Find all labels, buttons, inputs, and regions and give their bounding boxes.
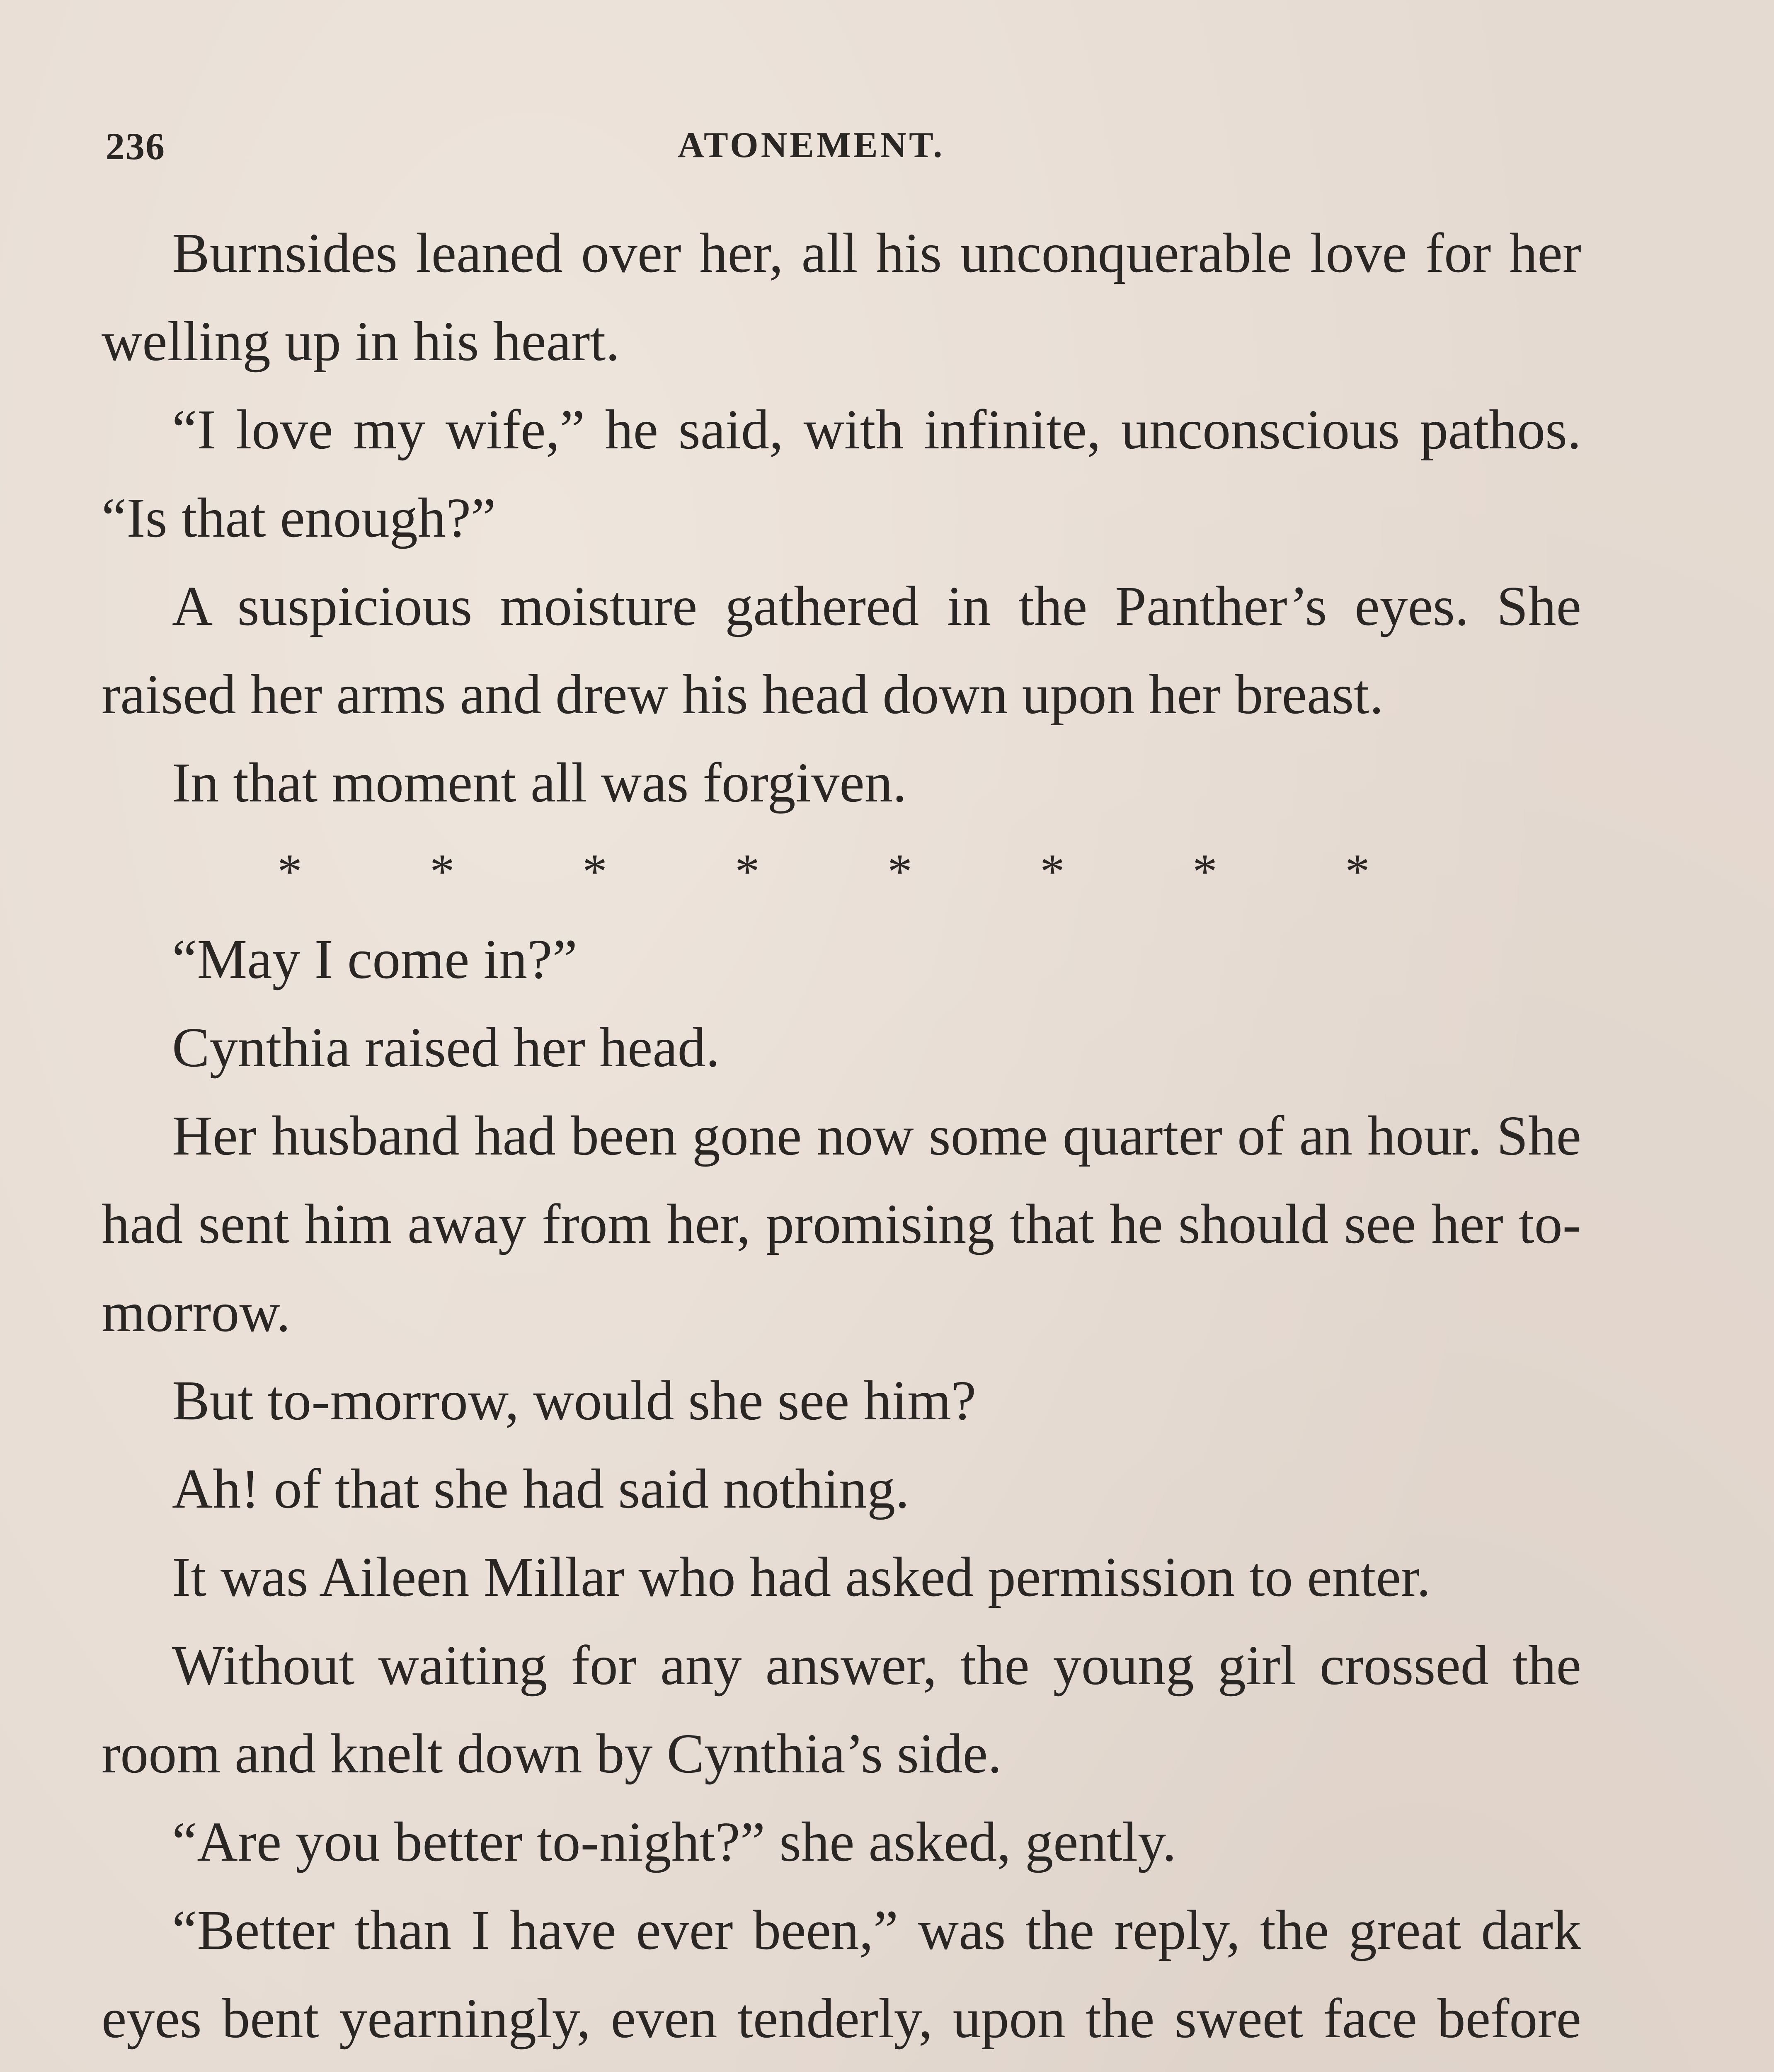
body-text — [102, 209, 1581, 2072]
paragraph: It was Aileen Millar who had asked permission to enter. — [172, 1546, 1431, 1608]
separator-star: * — [430, 844, 455, 899]
paragraph: “I love my wife,” he said, with infinite, unconscious pathos. “Is that enough?” — [102, 399, 1581, 549]
paragraph: Her husband had been gone now some quarter of an hour. She had sent him away from her, promising that he should see her to-morrow. — [102, 1105, 1581, 1343]
paragraph: Burnsides leaned over her, all his unconquerable love for her welling up in his heart. — [102, 222, 1581, 373]
page-header — [106, 124, 1598, 178]
separator-star: * — [1040, 844, 1065, 899]
paragraph: A suspicious moisture gathered in the Panther’s eyes. She raised her arms and drew his head down upon her breast. — [102, 575, 1581, 726]
separator-star: * — [887, 844, 912, 899]
section-separator — [102, 827, 1581, 915]
paragraph: “May I come in?” — [172, 928, 577, 990]
paragraph: But to-morrow, would she see him? — [172, 1370, 977, 1432]
separator-star: * — [582, 844, 607, 899]
paragraph: Ah! of that she had said nothing. — [172, 1458, 910, 1520]
paragraph: “Are you better to-night?” she asked, gently. — [172, 1811, 1177, 1873]
paragraph: In that moment all was forgiven. — [172, 752, 907, 814]
paragraph: “Better than I have ever been,” was the reply, the great dark eyes bent yearningly, even tenderly, upon the sweet face before — [102, 1899, 1581, 2050]
paragraph: Cynthia raised her head. — [172, 1017, 720, 1079]
separator-star: * — [1192, 844, 1217, 899]
running-title: ATONEMENT. — [678, 125, 945, 165]
separator-star: * — [1345, 844, 1370, 899]
paragraph: Without waiting for any answer, the young girl crossed the room and knelt down by Cynthia’s side. — [102, 1634, 1581, 1785]
page-number: 236 — [106, 125, 165, 167]
separator-star: * — [735, 844, 760, 899]
separator-star: * — [277, 844, 302, 899]
